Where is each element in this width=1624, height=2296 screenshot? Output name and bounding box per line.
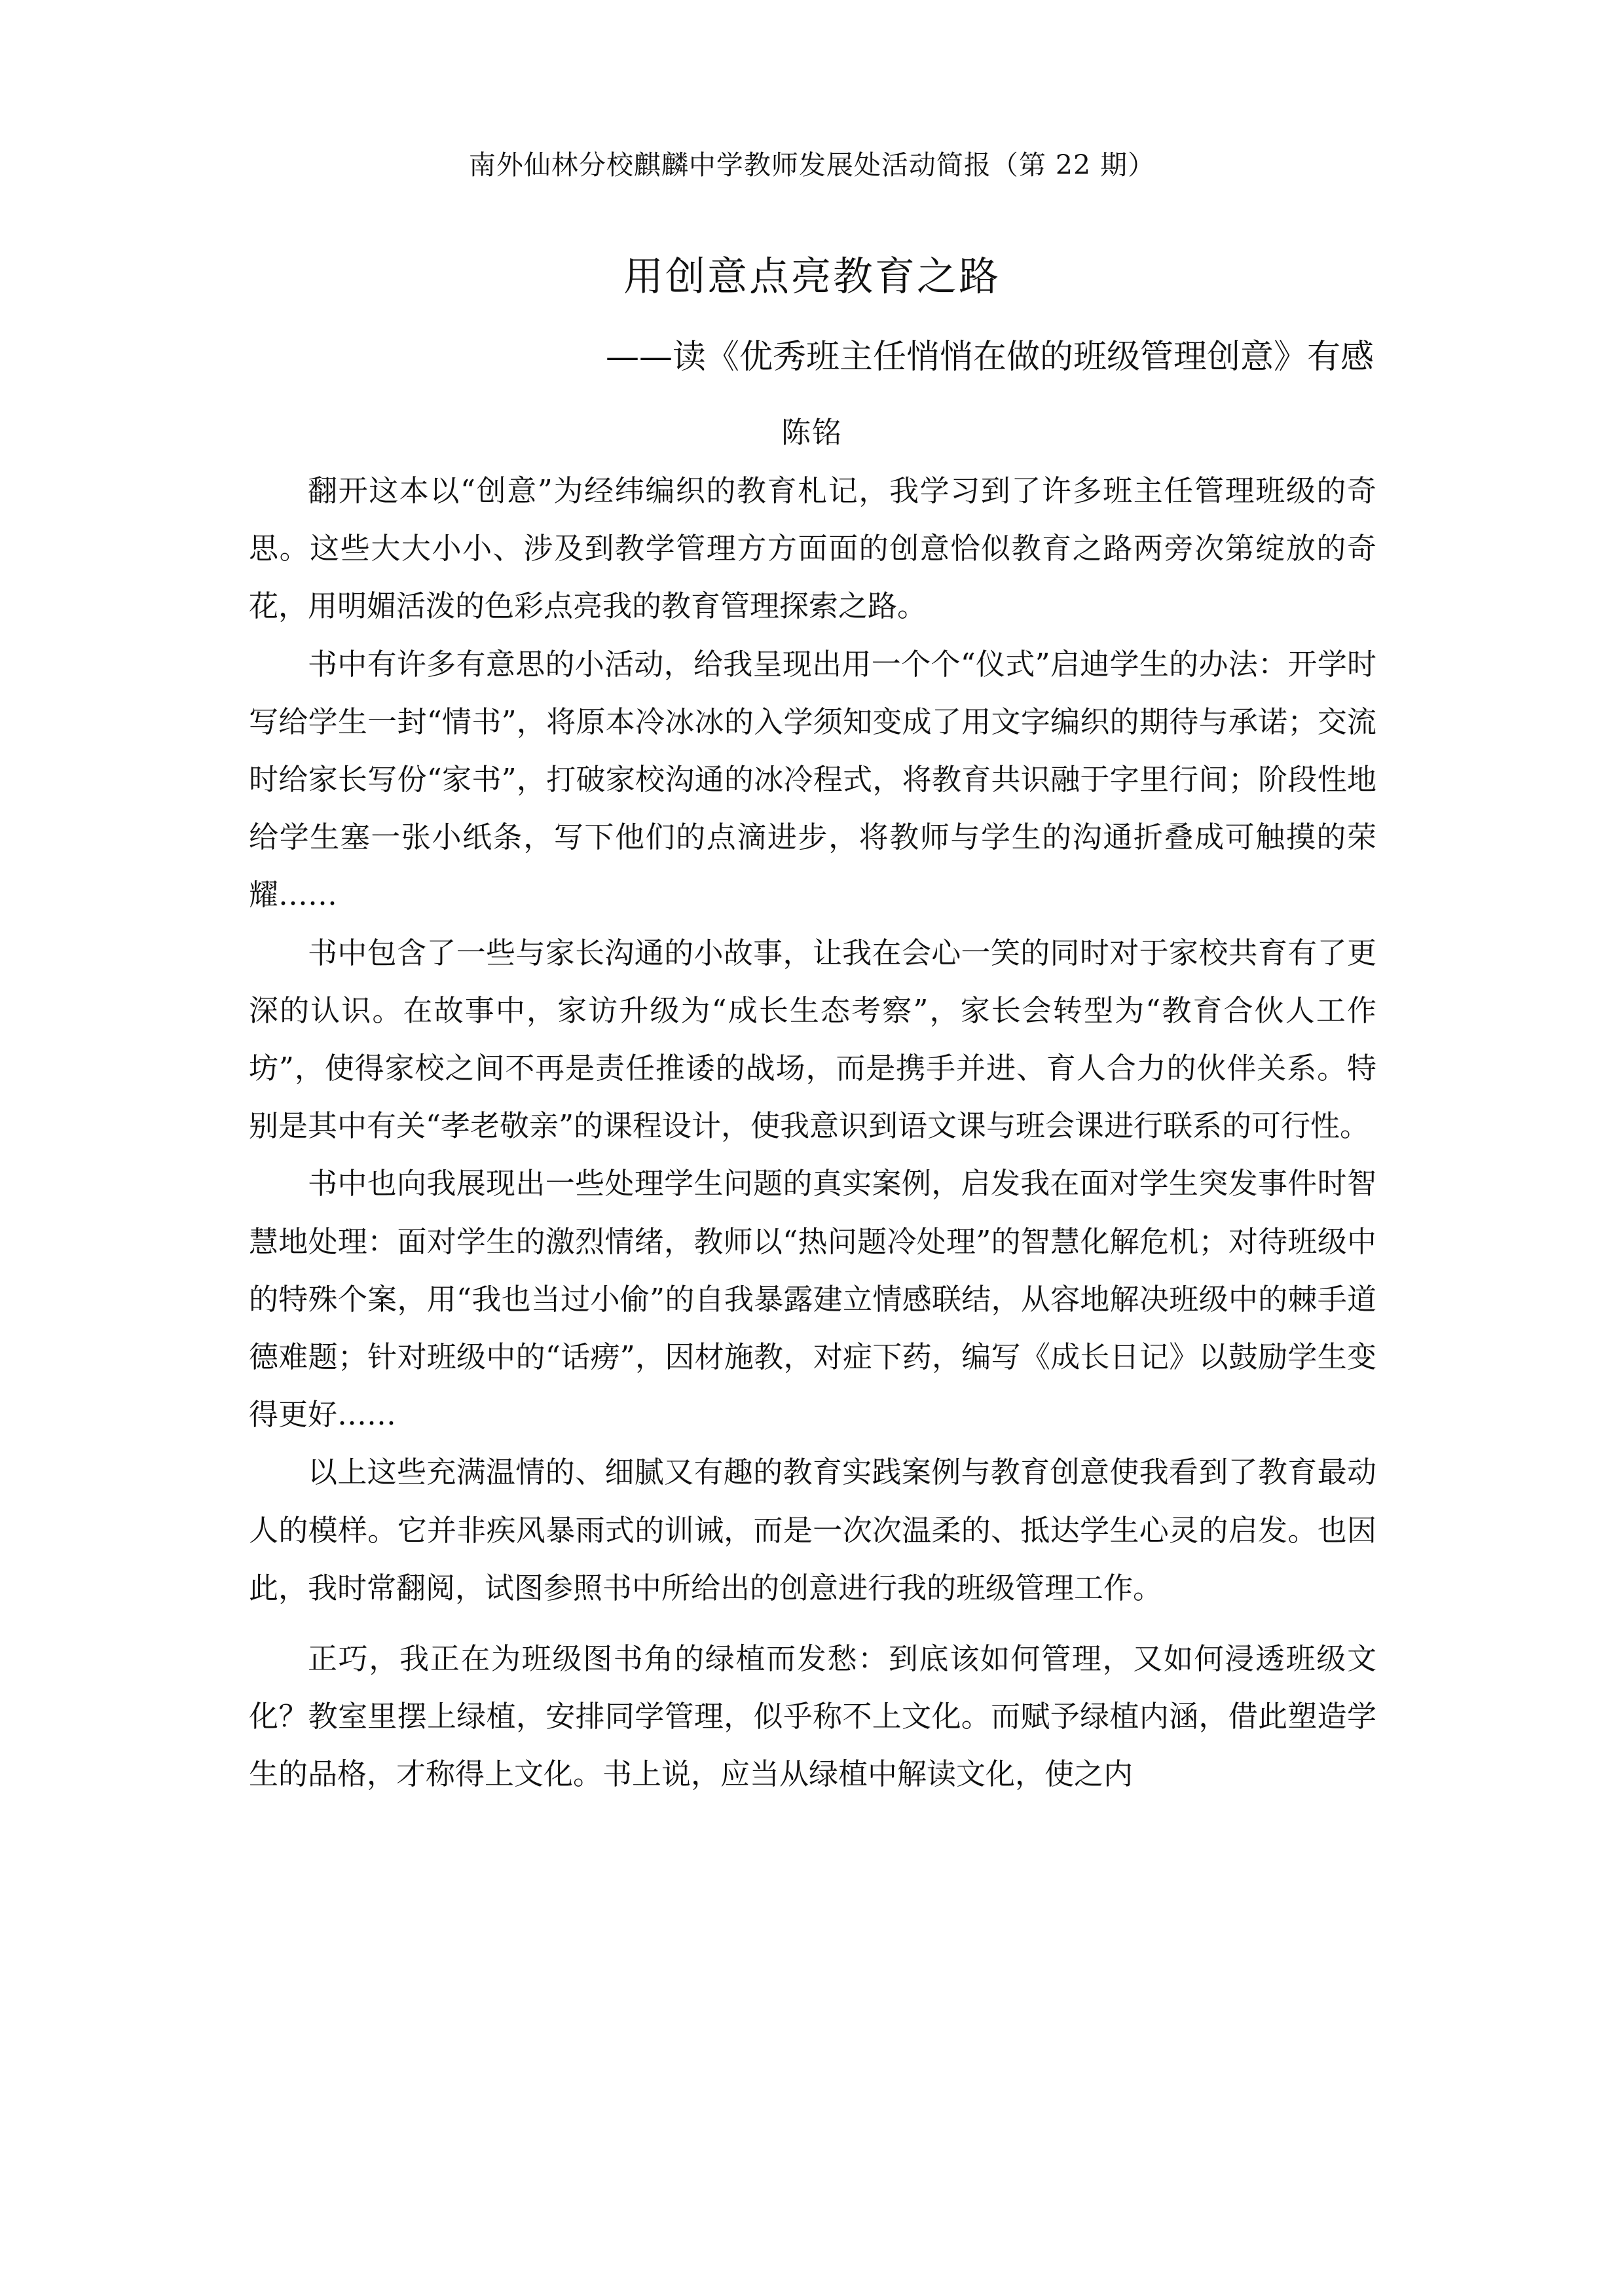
article-title: 用创意点亮教育之路 <box>623 253 1001 300</box>
body-paragraph: 翻开这本以“创意”为经纬编织的教育札记，我学习到了许多班主任管理班级的奇思。这些大大小小、涉及到教学管理方方面面的创意恰似教育之路两旁次第绽放的奇花，用明媚活泼的色彩点亮我的教育管理探索之路。 <box>249 473 1376 624</box>
body-paragraph: 书中也向我展现出一些处理学生问题的真实案例，启发我在面对学生突发事件时智慧地处理：面对学生的激烈情绪，教师以“热问题冷处理”的智慧化解危机；对待班级中的特殊个案，用“我也当过小偷”的自我暴露建立情感联结，从容地解决班级中的棘手道德难题；针对班级中的“话痨”，因材施教，对症下药，编写《成长日记》以鼓励学生变得更好…… <box>249 1166 1376 1432</box>
article-body <box>249 462 1376 1804</box>
body-paragraph: 书中有许多有意思的小活动，给我呈现出用一个个“仪式”启迪学生的办法：开学时写给学生一封“情书”，将原本冷冰冰的入学须知变成了用文字编织的期待与承诺；交流时给家长写份“家书”，打破家校沟通的冰冷程式，将教育共识融于字里行间；阶段性地给学生塞一张小纸条，写下他们的点滴进步，将教师与学生的沟通折叠成可触摸的荣耀…… <box>249 646 1376 913</box>
article-subtitle: ——读《优秀班主任悄悄在做的班级管理创意》有感 <box>605 338 1374 376</box>
article-author: 陈铭 <box>781 415 843 450</box>
body-paragraph: 书中包含了一些与家长沟通的小故事，让我在会心一笑的同时对于家校共育有了更深的认识。在故事中，家访升级为“成长生态考察”，家长会转型为“教育合伙人工作坊”，使得家校之间不再是责任推诿的战场，而是携手并进、育人合力的伙伴关系。特别是其中有关“孝老敬亲”的课程设计，使我意识到语文课与班会课进行联系的可行性。 <box>249 935 1376 1144</box>
body-paragraph: 正巧，我正在为班级图书角的绿植而发愁：到底该如何管理，又如何浸透班级文化？教室里摆上绿植，安排同学管理，似乎称不上文化。而赋予绿植内涵，借此塑造学生的品格，才称得上文化。书上说，应当从绿植中解读文化，使之内 <box>249 1641 1376 1792</box>
newsletter-header: 南外仙林分校麒麟中学教师发展处活动简报（第 22 期） <box>468 149 1156 181</box>
body-paragraph: 以上这些充满温情的、细腻又有趣的教育实践案例与教育创意使我看到了教育最动人的模样。它并非疾风暴雨式的训诫，而是一次次温柔的、抵达学生心灵的启发。也因此，我时常翻阅，试图参照书中所给出的创意进行我的班级管理工作。 <box>249 1455 1376 1605</box>
